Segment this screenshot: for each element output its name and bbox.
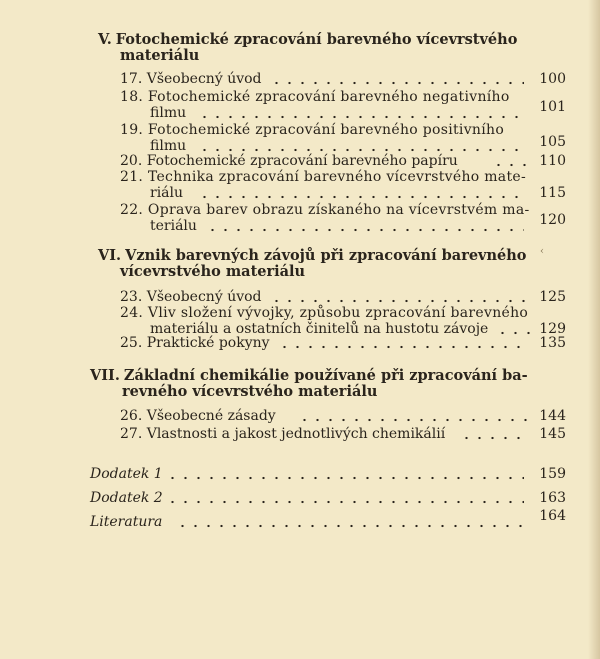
toc-entry-18 [120, 89, 566, 121]
dot-leader [278, 345, 530, 349]
dot-leader [270, 299, 530, 303]
dot-leader [176, 524, 524, 528]
section-heading-vii [90, 368, 550, 400]
entry-title: 20. Fotochemické zpracování barevného papíru [120, 153, 458, 169]
entry-page: 101 [539, 99, 566, 115]
section-title-line1: Fotochemické zpracování barevného vícevrstvého [115, 31, 518, 48]
section-number: V. [98, 31, 112, 48]
appendix-literatura [90, 508, 566, 530]
dot-leader [166, 500, 524, 504]
entry-title-cont: filmu [150, 138, 187, 154]
entry-page: 135 [539, 335, 566, 351]
toc-entry-23 [120, 289, 566, 305]
entry-page: 145 [539, 426, 566, 442]
section-title-line2: materiálu [120, 47, 200, 64]
entry-page: 110 [539, 153, 566, 169]
entry-page: 100 [539, 71, 566, 87]
dot-leader [206, 228, 524, 232]
appendix-page: 163 [539, 490, 566, 506]
entry-title-cont: materiálu a ostatních činitelů na hustotu závoje [150, 321, 489, 337]
appendix-label: Literatura [90, 514, 163, 530]
appendix-dodatek-1 [90, 466, 566, 482]
appendix-label: Dodatek 1 [90, 466, 163, 482]
section-title-line2: vícevrstvého materiálu [120, 263, 306, 280]
section-number: VI. [98, 247, 122, 264]
entry-title-cont: filmu [150, 105, 187, 121]
paper-speck: ‹ [540, 246, 544, 257]
toc-entry-17 [120, 71, 566, 87]
dot-leader [198, 195, 524, 199]
entry-page: 120 [539, 212, 566, 228]
entry-page: 144 [539, 408, 566, 424]
entry-page: 115 [539, 185, 566, 201]
section-heading-v [98, 32, 538, 64]
dot-leader [270, 81, 524, 85]
entry-title: 25. Praktické pokyny [120, 335, 270, 351]
dot-leader [460, 436, 530, 440]
section-number: VII. [90, 367, 120, 384]
appendix-dodatek-2 [90, 490, 566, 506]
section-title-line1: Vznik barevných závojů při zpracování barevného [125, 247, 527, 264]
toc-entry-20 [120, 153, 566, 169]
toc-entry-24 [120, 305, 566, 337]
entry-title-cont: riálu [150, 185, 184, 201]
entry-title: 18. Fotochemické zpracování barevného negativního [120, 89, 510, 105]
dot-leader [298, 418, 530, 422]
section-heading-vi [98, 248, 538, 280]
entry-page: 125 [539, 289, 566, 305]
entry-title: 22. Oprava barev obrazu získaného na vícevrstvém ma- [120, 202, 530, 218]
section-title-line2: revného vícevrstvého materiálu [122, 383, 378, 400]
appendix-page: 164 [539, 508, 566, 524]
entry-title: 23. Všeobecný úvod [120, 289, 262, 305]
toc-entry-21 [120, 169, 566, 201]
toc-entry-26 [120, 408, 566, 424]
entry-title: 19. Fotochemické zpracování barevného positivního [120, 122, 505, 138]
appendix-label: Dodatek 2 [90, 490, 163, 506]
entry-title: 27. Vlastnosti a jakost jednotlivých chemikálií [120, 426, 446, 442]
entry-title: 17. Všeobecný úvod [120, 71, 262, 87]
appendix-page: 159 [539, 466, 566, 482]
toc-entry-19 [120, 122, 566, 154]
dot-leader [198, 148, 524, 152]
dot-leader [166, 476, 524, 480]
page-edge-shadow [588, 0, 600, 659]
entry-title-cont: teriálu [150, 218, 197, 234]
toc-entry-27 [120, 426, 566, 442]
entry-page: 129 [539, 321, 566, 337]
entry-title: 24. Vliv složení vývojky, způsobu zpracování barevného [120, 305, 529, 321]
entry-title: 21. Technika zpracování barevného vícevrstvého mate- [120, 169, 526, 185]
entry-title: 26. Všeobecné zásady [120, 408, 276, 424]
entry-page: 105 [539, 134, 566, 150]
dot-leader [492, 163, 532, 167]
toc-entry-25 [120, 335, 566, 351]
dot-leader [198, 115, 524, 119]
toc-entry-22 [120, 202, 566, 234]
section-title-line1: Základní chemikálie používané při zpracování ba- [123, 367, 528, 384]
